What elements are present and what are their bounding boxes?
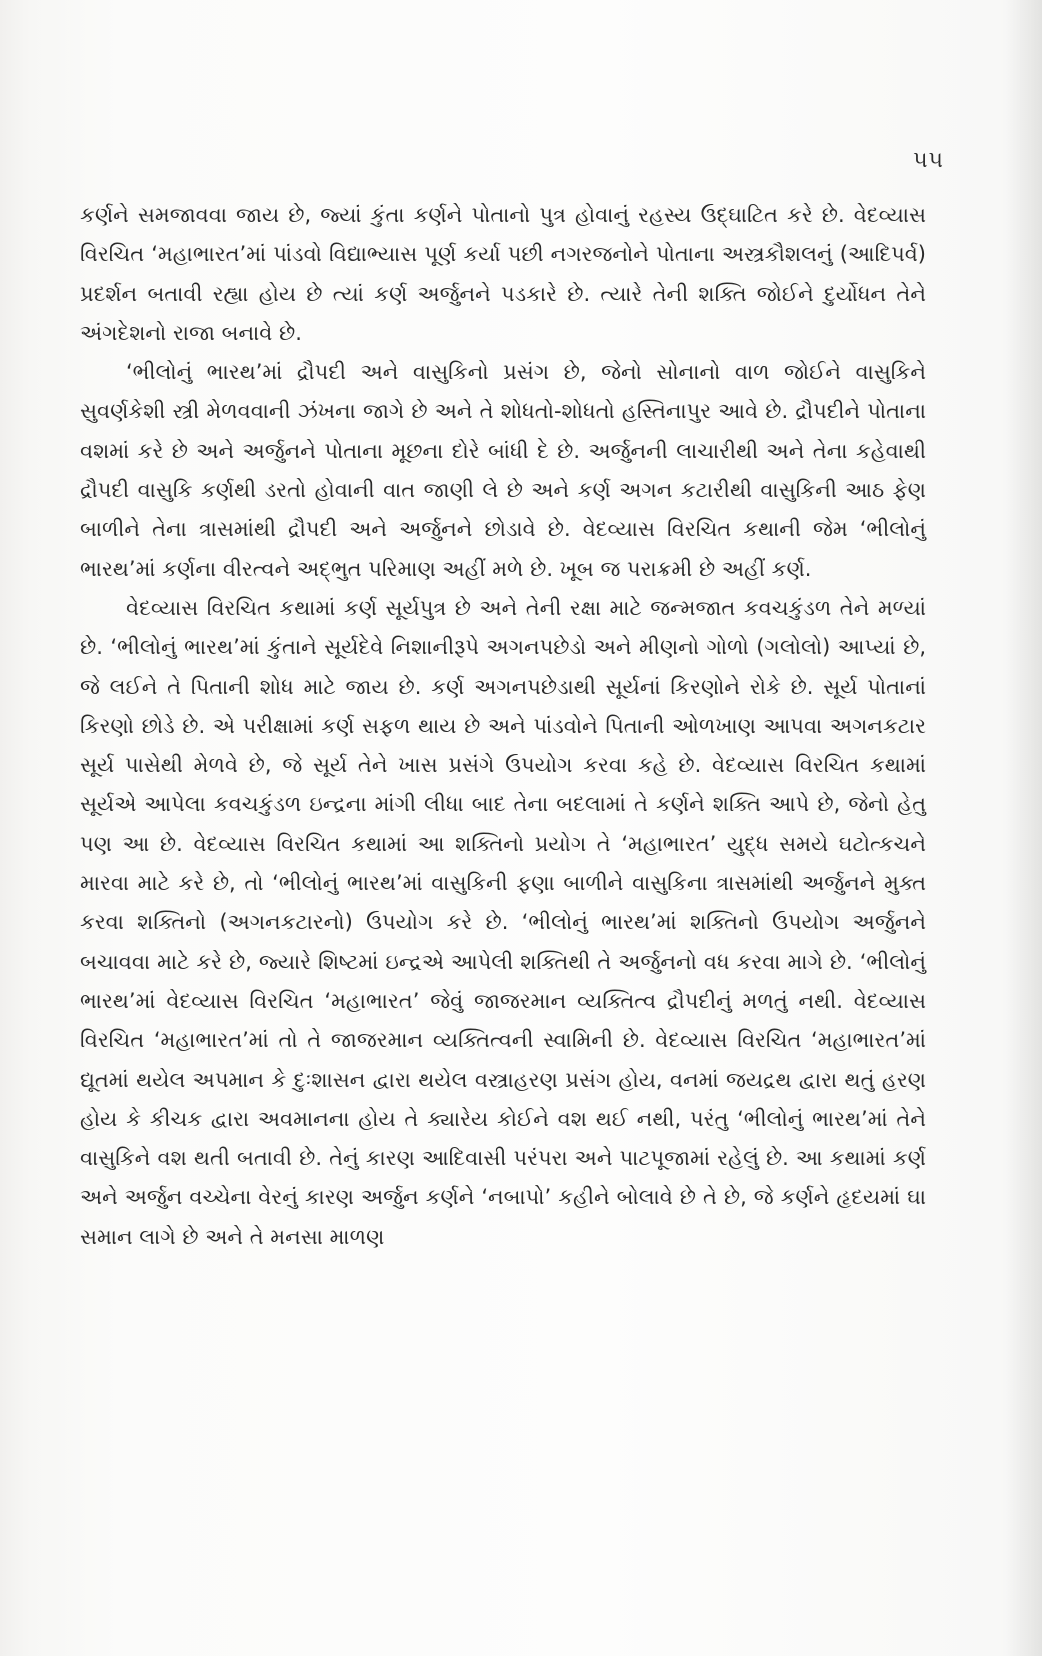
paragraph-1: કર્ણને સમજાવવા જાય છે, જ્યાં કુંતા કર્ણને પોતાનો પુત્ર હોવાનું રહસ્ય ઉદ્‌ઘાટિત કરે છે. વેદવ્યાસ વિરચિત ‘મહાભારત’માં પાંડવો વિદ્યાભ્યાસ પૂર્ણ કર્યા પછી નગરજનોને પોતાના અસ્ત્રકૌશલનું (આદિપર્વ) પ્રદર્શન બતાવી રહ્યા હોય છે ત્યાં કર્ણ અર્જુનને પડકારે છે. ત્યારે તેની શક્તિ જોઈને દુર્યોધન તેને અંગદેશનો રાજા બનાવે છે.: [80, 203, 926, 345]
paragraph-2: ‘ભીલોનું ભારથ’માં દ્રૌપદી અને વાસુકિનો પ્રસંગ છે, જેનો સોનાનો વાળ જોઈને વાસુકિને સુવર્ણકેશી સ્ત્રી મેળવવાની ઝંખના જાગે છે અને તે શોધતો-શોધતો હસ્તિનાપુર આવે છે. દ્રૌપદીને પોતાના વશમાં કરે છે અને અર્જુનને પોતાના મૂછના દોરે બાંધી દે છે. અર્જુનની લાચારીથી અને તેના કહેવાથી દ્રૌપદી વાસુકિ કર્ણથી ડરતો હોવાની વાત જાણી લે છે અને કર્ણ અગન કટારીથી વાસુકિની આઠ ફેણ બાળીને તેના ત્રાસમાંથી દ્રૌપદી અને અર્જુનને છોડાવે છે. વેદવ્યાસ વિરચિત કથાની જેમ ‘ભીલોનું ભારથ’માં કર્ણના વીરત્વને અદ્‌ભુત પરિમાણ અહીં મળે છે. ખૂબ જ પરાક્રમી છે અહીં કર્ણ.: [80, 360, 926, 581]
page-body-text: [80, 196, 926, 1257]
page-number: ૫૫: [913, 148, 944, 173]
page-edge-shadow: [1006, 0, 1042, 1656]
paragraph-3: વેદવ્યાસ વિરચિત કથામાં કર્ણ સૂર્યપુત્ર છે અને તેની રક્ષા માટે જન્મજાત કવચકુંડળ તેને મળ્યાં છે. ‘ભીલોનું ભારથ’માં કુંતાને સૂર્યદેવે નિશાનીરૂપે અગનપછેડો અને મીણનો ગોળો (ગલોલો) આપ્યાં છે, જે લઈને તે પિતાની શોધ માટે જાય છે. કર્ણ અગનપછેડાથી સૂર્યનાં કિરણોને રોકે છે. સૂર્ય પોતાનાં કિરણો છોડે છે. એ પરીક્ષામાં કર્ણ સફળ થાય છે અને પાંડવોને પિતાની ઓળખાણ આપવા અગનકટાર સૂર્ય પાસેથી મેળવે છે, જે સૂર્ય તેને ખાસ પ્રસંગે ઉપયોગ કરવા કહે છે. વેદવ્યાસ વિરચિત કથામાં સૂર્યએ આપેલા કવચકુંડળ ઇન્દ્રના માંગી લીધા બાદ તેના બદલામાં તે કર્ણને શક્તિ આપે છે, જેનો હેતુ પણ આ છે. વેદવ્યાસ વિરચિત કથામાં આ શક્તિનો પ્રયોગ તે ‘મહાભારત’ યુદ્ધ સમયે ઘટોત્કચને મારવા માટે કરે છે, તો ‘ભીલોનું ભારથ’માં વાસુકિની ફણા બાળીને વાસુકિના ત્રાસમાંથી અર્જુનને મુક્ત કરવા શક્તિનો (અગનકટારનો) ઉપયોગ કરે છે. ‘ભીલોનું ભારથ’માં શક્તિનો ઉપયોગ અર્જુનને બચાવવા માટે કરે છે, જ્યારે શિષ્ટમાં ઇન્દ્રએ આપેલી શક્તિથી તે અર્જુનનો વધ કરવા માગે છે. ‘ભીલોનું ભારથ’માં વેદવ્યાસ વિરચિત ‘મહાભારત’ જેવું જાજરમાન વ્યક્તિત્વ દ્રૌપદીનું મળતું નથી. વેદવ્યાસ વિરચિત ‘મહાભારત’માં તો તે જાજરમાન વ્યક્તિત્વની સ્વામિની છે. વેદવ્યાસ વિરચિત ‘મહાભારત’માં દ્યૂતમાં થયેલ અપમાન કે દુઃશાસન દ્વારા થયેલ વસ્ત્રાહરણ પ્રસંગ હોય, વનમાં જયદ્રથ દ્વારા થતું હરણ હોય કે કીચક દ્વારા અવમાનના હોય તે ક્યારેય કોઈને વશ થઈ નથી, પરંતુ ‘ભીલોનું ભારથ’માં તેને વાસુકિને વશ થતી બતાવી છે. તેનું કારણ આદિવાસી પરંપરા અને પાટપૂજામાં રહેલું છે. આ કથામાં કર્ણ અને અર્જુન વચ્ચેના વેરનું કારણ અર્જુન કર્ણને ‘નબાપો’ કહીને બોલાવે છે તે છે, જે કર્ણને હૃદયમાં ઘા સમાન લાગે છે અને તે મનસા માળણ: [80, 595, 927, 1249]
